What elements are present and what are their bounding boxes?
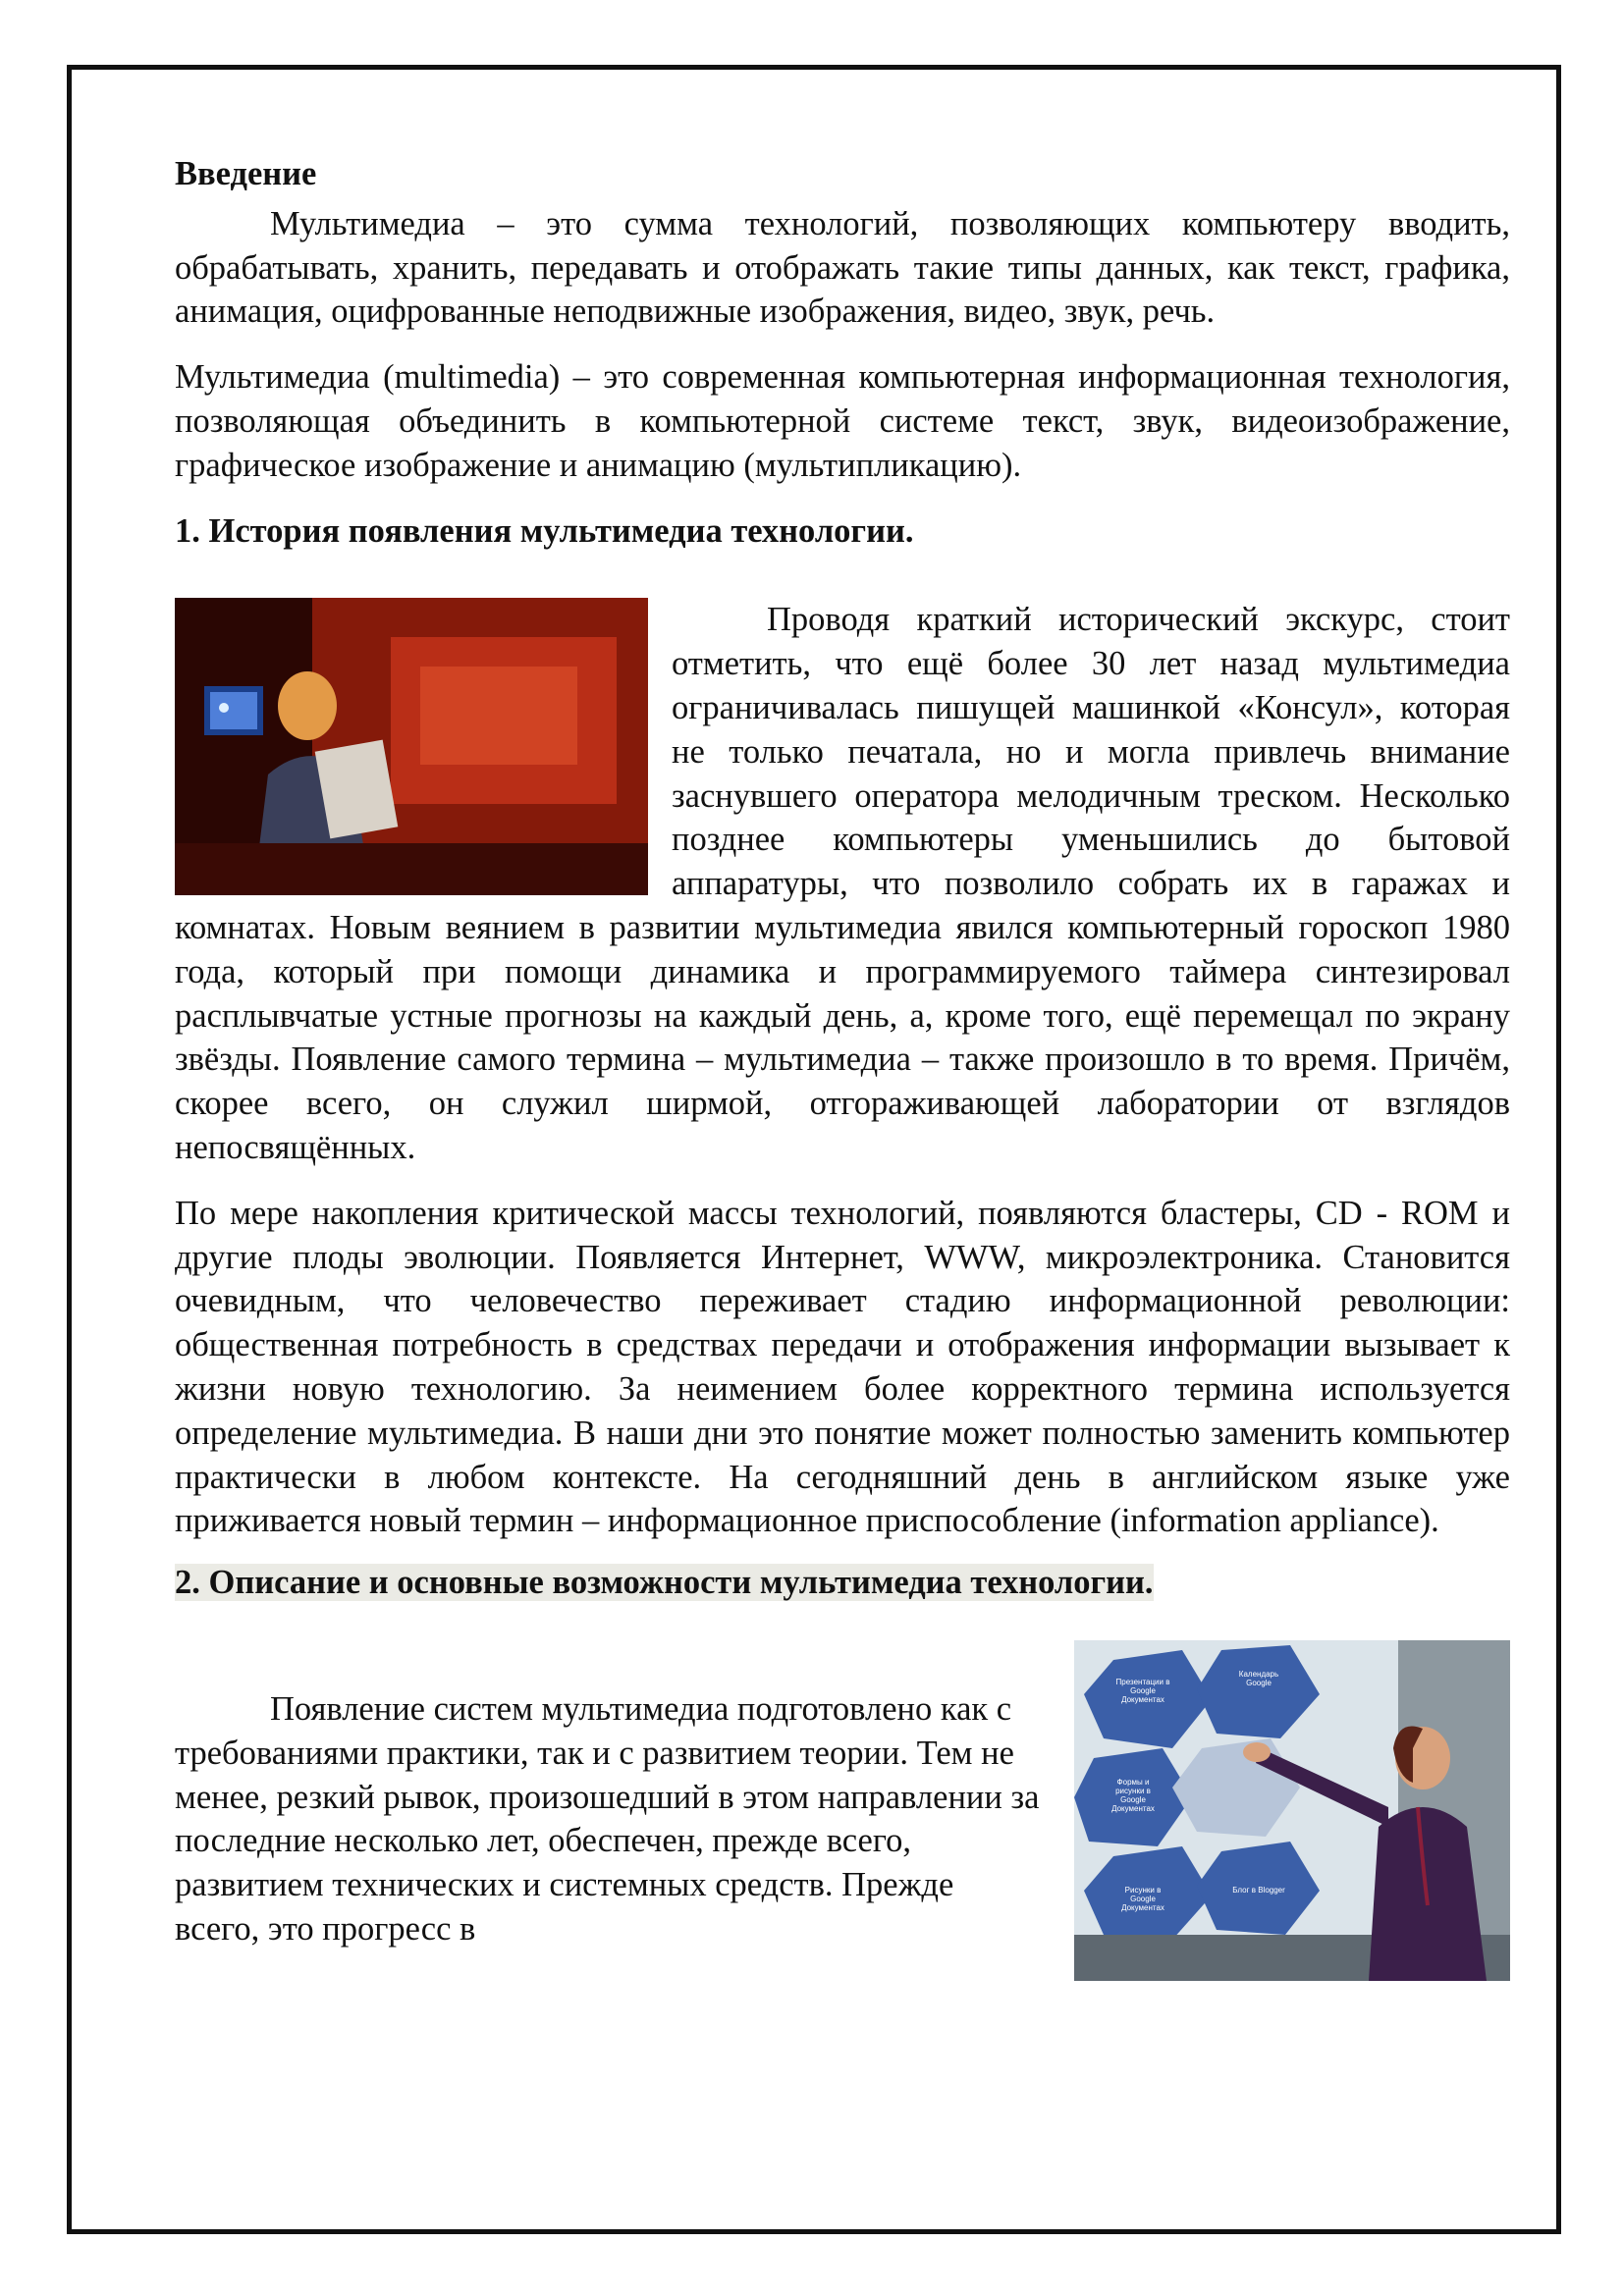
section-1-paragraph-1: Проводя краткий исторический экскурс, стоит отметить, что ещё более 30 лет назад мультимедиа ограничивалась пишущей машинкой «Консул», которая не только печатала, но и могла привлечь внимание заснувшего оператора мелодичным треском. Несколько позднее компьютеры уменьшились до бытовой аппаратуры, что позволило собрать их в гаражах и комнатах. Новым веянием в развитии мультимедиа явился компьютерный гороскоп 1980 года, который при помощи динамика и программируемого таймера синтезировал расплывчатые устные прогнозы на каждый день, а, кроме того, ещё перемещал по экрану звёзды. Появление самого термина – мультимедиа – также произошло в то время. Причём, скорее всего, он служил ширмой, отгораживающей лаборатории от взглядов непосвящённых.	[175, 601, 1510, 1166]
section-2-heading	[175, 1561, 1510, 1605]
intro-heading: Введение	[175, 155, 317, 192]
section-2-paragraph-1: Появление систем мультимедиа подготовлено как с требованиями практики, так и с развитием теории. Тем не менее, резкий рывок, произошедший в этом направлении за последние несколько лет, обеспечен, прежде всего, развитием технических и системных средств. Прежде всего, это прогресс в	[175, 1689, 1040, 1948]
section-2-heading-text: 2. Описание и основные возможности мультимедиа технологии.	[175, 1564, 1154, 1602]
slide-label-2: Календарь Google	[1238, 1669, 1279, 1687]
slide-label-1: Презентации в Google Документах	[1115, 1677, 1170, 1704]
intro-paragraph-1: Мультимедиа – это сумма технологий, позволяющих компьютеру вводить, обрабатывать, хранить, передавать и отображать такие типы данных, как текст, графика, анимация, оцифрованные неподвижные изображения, видео, звук, речь.	[175, 204, 1510, 331]
slide-label-5: Блог в Blogger	[1232, 1885, 1285, 1895]
intro-paragraph-2: Мультимедиа (multimedia) – это современная компьютерная информационная технология, позволяющая объединить в компьютерной системе текст, звук, видеоизображение, графическое изображение и анимацию (мультипликацию).	[175, 358, 1510, 484]
slide-label-3: Формы и рисунки в Google Документах	[1111, 1777, 1155, 1813]
presentation-photo-icon	[1074, 1640, 1510, 1981]
slide-label-4: Рисунки в Google Документах	[1121, 1885, 1164, 1912]
lab-photo-icon	[175, 598, 648, 895]
section-1-heading: 1. История появления мультимедиа технологии.	[175, 511, 914, 550]
document-body	[175, 152, 1510, 1991]
section-1-paragraph-2: По мере накопления критической массы технологий, появляются бластеры, CD - ROM и другие плоды эволюции. Появляется Интернет, WWW, микроэлектроника. Становится очевидным, что человечество переживает стадию информационной революции: общественная потребность в средствах передачи и отображения информации вызывает к жизни новую технологию. За неимением более корректного термина используется определение мультимедиа. В наши дни это понятие может полностью заменить компьютер практически в любом контексте. На сегодняшний день в английском языке уже приживается новый термин – информационное приспособление (information appliance).	[175, 1194, 1510, 1540]
